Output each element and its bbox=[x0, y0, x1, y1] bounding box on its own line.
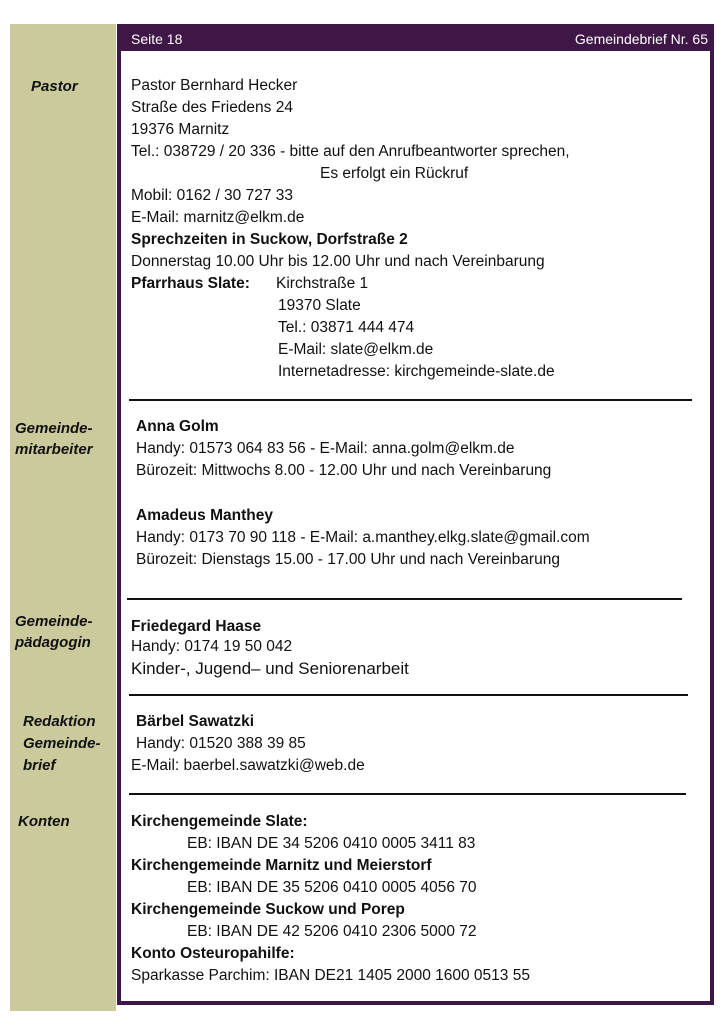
label-konten: Konten bbox=[18, 813, 70, 830]
page-number: Seite 18 bbox=[131, 31, 183, 47]
pfarrhaus-label: Pfarrhaus Slate: bbox=[131, 275, 250, 292]
mitarbeiter-1-hours: Bürozeit: Mittwochs 8.00 - 12.00 Uhr und nach Vereinbarung bbox=[136, 462, 552, 479]
label-redaktion-2: Gemeinde- bbox=[23, 735, 101, 752]
issue-number: Gemeindebrief Nr. 65 bbox=[574, 31, 708, 47]
label-mitarbeiter-2: mitarbeiter bbox=[15, 441, 93, 458]
pastor-tel: Tel.: 038729 / 20 336 - bitte auf den Anrufbeantworter sprechen, bbox=[131, 143, 570, 160]
sidebar bbox=[10, 24, 116, 1011]
sprechzeiten-text: Donnerstag 10.00 Uhr bis 12.00 Uhr und nach Vereinbarung bbox=[131, 253, 545, 270]
konto-4-name: Konto Osteuropahilfe: bbox=[131, 945, 295, 962]
redaktion-email: E-Mail: baerbel.sawatzki@web.de bbox=[131, 757, 365, 774]
mitarbeiter-1-contact: Handy: 01573 064 83 56 - E-Mail: anna.golm@elkm.de bbox=[136, 440, 515, 457]
divider-1 bbox=[129, 399, 692, 401]
label-mitarbeiter-1: Gemeinde- bbox=[15, 420, 93, 437]
redaktion-phone: Handy: 01520 388 39 85 bbox=[136, 735, 306, 752]
pfarrhaus-tel: Tel.: 03871 444 474 bbox=[278, 319, 415, 336]
konto-2-name: Kirchengemeinde Marnitz und Meierstorf bbox=[131, 857, 432, 874]
mitarbeiter-2-hours: Bürozeit: Dienstags 15.00 - 17.00 Uhr und nach Vereinbarung bbox=[136, 551, 560, 568]
mitarbeiter-1-name: Anna Golm bbox=[136, 418, 219, 435]
pastor-name: Pastor Bernhard Hecker bbox=[131, 77, 298, 94]
konto-2-iban: EB: IBAN DE 35 5206 0410 0005 4056 70 bbox=[187, 879, 477, 896]
label-redaktion-1: Redaktion bbox=[23, 713, 96, 730]
pfarrhaus-city: 19370 Slate bbox=[278, 297, 361, 314]
pastor-email: E-Mail: marnitz@elkm.de bbox=[131, 209, 305, 226]
redaktion-name: Bärbel Sawatzki bbox=[136, 713, 255, 730]
mitarbeiter-2-contact: Handy: 0173 70 90 118 - E-Mail: a.manthey.elkg.slate@gmail.com bbox=[136, 529, 590, 546]
label-pastor: Pastor bbox=[31, 78, 78, 95]
sprechzeiten-title: Sprechzeiten in Suckow, Dorfstraße 2 bbox=[131, 231, 408, 248]
divider-4 bbox=[129, 793, 686, 795]
konto-3-iban: EB: IBAN DE 42 5206 0410 2306 5000 72 bbox=[187, 923, 477, 940]
paedagogin-phone: Handy: 0174 19 50 042 bbox=[131, 638, 293, 655]
paedagogin-work: Kinder-, Jugend– und Seniorenarbeit bbox=[131, 659, 409, 678]
divider-3 bbox=[129, 694, 688, 696]
konto-4-iban: Sparkasse Parchim: IBAN DE21 1405 2000 1600 0513 55 bbox=[131, 967, 530, 984]
konto-1-iban: EB: IBAN DE 34 5206 0410 0005 3411 83 bbox=[187, 835, 476, 852]
label-paedagogin-1: Gemeinde- bbox=[15, 613, 93, 630]
pastor-city: 19376 Marnitz bbox=[131, 121, 230, 138]
pfarrhaus-web: Internetadresse: kirchgemeinde-slate.de bbox=[278, 363, 555, 380]
konto-1-name: Kirchengemeinde Slate: bbox=[131, 813, 308, 830]
divider-2 bbox=[127, 598, 682, 600]
pastor-mobil: Mobil: 0162 / 30 727 33 bbox=[131, 187, 294, 204]
pfarrhaus-email: E-Mail: slate@elkm.de bbox=[278, 341, 434, 358]
label-paedagogin-2: pädagogin bbox=[15, 634, 91, 651]
pastor-callback: Es erfolgt ein Rückruf bbox=[320, 165, 469, 182]
konto-3-name: Kirchengemeinde Suckow und Porep bbox=[131, 901, 405, 918]
pastor-street: Straße des Friedens 24 bbox=[131, 99, 293, 116]
paedagogin-name: Friedegard Haase bbox=[131, 618, 262, 635]
mitarbeiter-2-name: Amadeus Manthey bbox=[136, 507, 273, 524]
pfarrhaus-street: Kirchstraße 1 bbox=[276, 275, 369, 292]
label-redaktion-3: brief bbox=[23, 757, 56, 774]
